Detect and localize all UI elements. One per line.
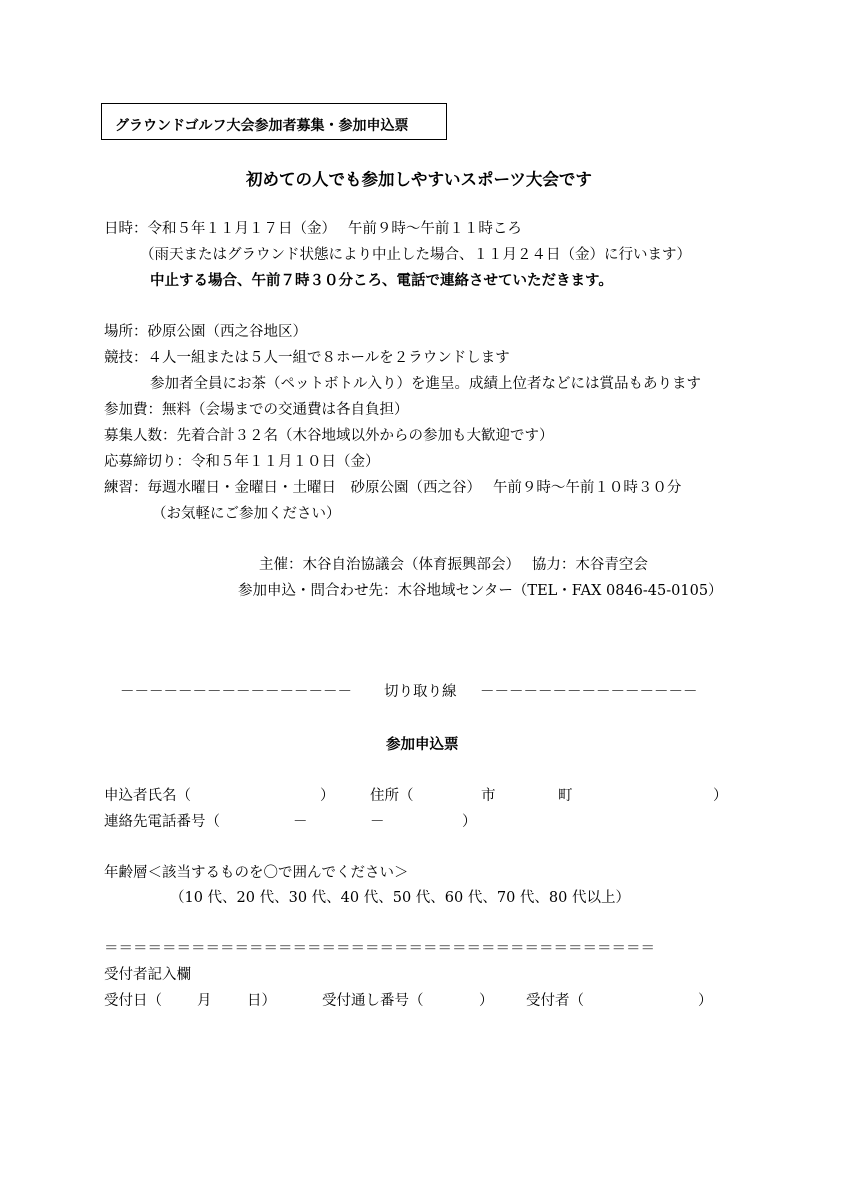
deadline-line: 応募締切り：令和５年１１月１０日（金）: [104, 454, 380, 470]
address-town: 町: [558, 788, 573, 804]
event-note: 参加者全員にお茶（ペットボトル入り）を進呈。成績上位者などには賞品もあります: [150, 376, 701, 392]
form-title: 参加申込票: [386, 737, 459, 753]
organizer-line: 主催：木谷自治協議会（体育振興部会） 協力：木谷青空会: [259, 557, 648, 573]
receiver-label: 受付者（: [526, 993, 584, 1009]
name-close: ）: [320, 788, 335, 804]
double-line-divider: ＝＝＝＝＝＝＝＝＝＝＝＝＝＝＝＝＝＝＝＝＝＝＝＝＝＝＝＝＝＝＝＝＝＝＝＝＝＝: [104, 941, 655, 957]
fee-line: 参加費：無料（会場までの交通費は各自負担）: [104, 402, 409, 418]
name-label: 申込者氏名（: [104, 788, 191, 804]
title-box: [101, 103, 447, 140]
rain-note: （雨天またはグラウンド状態により中止した場合、１１月２４日（金）に行います）: [140, 247, 691, 263]
event-line: 競技：４人一組または５人一組で８ホールを２ラウンドします: [104, 350, 510, 366]
receiver-close: ）: [698, 993, 713, 1009]
address-label: 住所（: [370, 788, 414, 804]
cutline-right: －－－－－－－－－－－－－－－: [480, 684, 698, 700]
phone-dash-1: －: [293, 814, 308, 830]
reception-month: 月: [197, 993, 212, 1009]
age-options: （10 代、20 代、30 代、40 代、50 代、60 代、70 代、80 代以上）: [170, 890, 630, 906]
reception-day: 日）: [247, 993, 276, 1009]
cutline-label: 切り取り線: [384, 684, 457, 700]
headline: 初めての人でも参加しやすいスポーツ大会です: [246, 170, 592, 189]
box-title: グラウンドゴルフ大会参加者募集・参加申込票: [115, 118, 409, 134]
phone-dash-2: －: [370, 814, 385, 830]
address-close: ）: [713, 788, 728, 804]
capacity-line: 募集人数：先着合計３２名（木谷地域以外からの参加も大歓迎です）: [104, 428, 554, 444]
serial-label: 受付通し番号（: [322, 993, 424, 1009]
place-line: 場所：砂原公園（西之谷地区）: [104, 324, 307, 340]
cutline-left: －－－－－－－－－－－－－－－－: [120, 684, 352, 700]
phone-label: 連絡先電話番号（: [104, 814, 220, 830]
reception-date-label: 受付日（: [104, 993, 162, 1009]
phone-close: ）: [462, 814, 477, 830]
contact-line: 参加申込・問合わせ先：木谷地域センター（TEL・FAX 0846-45-0105）: [238, 583, 723, 599]
cancel-note: 中止する場合、午前７時３０分ころ、電話で連絡させていただきます。: [150, 273, 613, 289]
datetime-line: 日時：令和５年１１月１７日（金） 午前９時～午前１１時ころ: [104, 221, 522, 237]
age-label: 年齢層＜該当するものを〇で囲んでください＞: [104, 865, 409, 881]
practice-note: （お気軽にご参加ください）: [152, 506, 341, 522]
practice-line: 練習：毎週水曜日・金曜日・土曜日 砂原公園（西之谷） 午前９時～午前１０時３０分: [104, 480, 682, 496]
serial-close: ）: [479, 993, 494, 1009]
reception-label: 受付者記入欄: [104, 967, 191, 983]
address-city: 市: [481, 788, 496, 804]
